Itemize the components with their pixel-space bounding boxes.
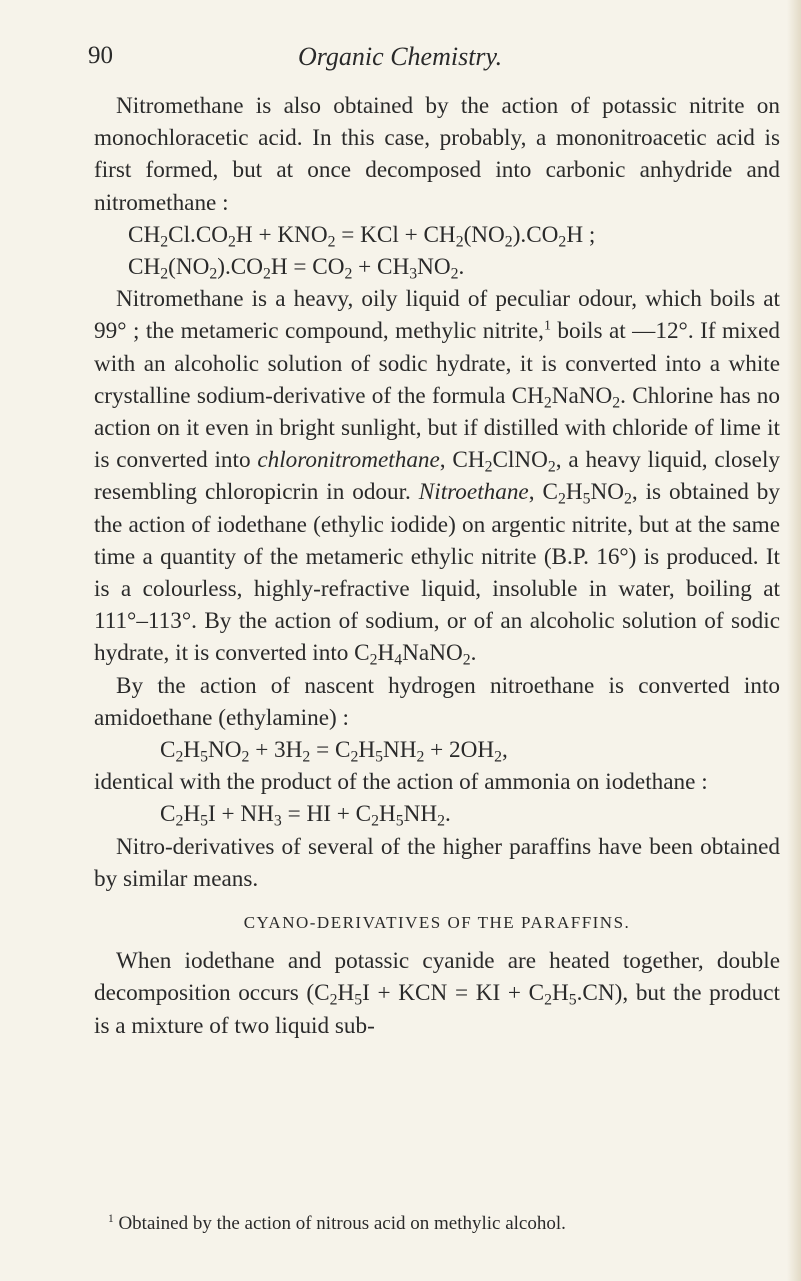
page-edge-shadow	[787, 0, 801, 1281]
paragraph-5: Nitro-derivatives of several of the higher paraffins have been obtained by similar means.	[94, 833, 780, 892]
footnote-text: Obtained by the action of nitrous acid on methylic alcohol.	[118, 1213, 566, 1234]
page-header	[88, 42, 741, 82]
footnote-marker: 1	[108, 1213, 114, 1226]
page-number: 90	[88, 42, 113, 69]
paragraph-3: By the action of nascent hydrogen nitroethane is converted into amidoethane (ethylamine) :	[94, 672, 780, 731]
body-text	[94, 90, 780, 1042]
footnote-ref: 1	[543, 319, 551, 335]
running-head: Organic Chemistry.	[298, 42, 503, 71]
italic-term-chloronitromethane: chloronitromethane	[257, 447, 440, 474]
paragraph-1: Nitromethane is also obtained by the action of potassic nitrite on monochloracetic acid. In this case, probably, a mononitroacetic acid is first formed, but at once decomposed into carbonic anhydride and nitromethane :	[94, 93, 780, 216]
paragraph-6: When iodethane and potassic cyanide are heated together, double decomposition occurs ($C_2H_5I$ + KCN = KI + $C_2H_5.CN$), but the product is a mixture of two liquid sub-	[94, 948, 780, 1039]
equation-1: $CH_2Cl.CO_2H + KNO_2$ = KCl + $CH_2(NO_2).CO_2H$ ;	[128, 221, 596, 251]
paragraph-4: identical with the product of the action of ammonia on iodethane :	[94, 769, 708, 796]
footnote	[108, 1212, 768, 1236]
equation-3: $C_2H_5NO_2 + 3H_2 = C_2H_5NH_2 + 2OH_2$,	[160, 737, 508, 766]
paragraph-2: Nitromethane is a heavy, oily liquid of peculiar odour, which boils at 99° ; the metameric compound, methylic nitrite,$^1$ boils at —12°. If mixed with an alcoholic solution of sodic hydrate, it is converted into a white crystalline sodium-derivative of the formula $CH_2NaNO_2$. Chlorine has no action on it even in bright sunlight, but if distilled with chloride of lime it is converted into chloronitromethane, $CH_2ClNO_2$, a heavy liquid, closely resembling chloropicrin in odour. Nitroethane, $C_2H_5NO_2$, is obtained by the action of iodethane (ethylic iodide) on argentic nitrite, but at the same time a quantity of the metameric ethylic nitrite (B.P. 16°) is produced. It is a colourless, highly-refractive liquid, insoluble in water, boiling at 111°–113°. By the action of sodium, or of an alcoholic solution of sodic hydrate, it is converted into $C_2H_4NaNO_2$.	[94, 286, 780, 669]
section-heading: CYANO-DERIVATIVES OF THE PARAFFINS.	[243, 913, 631, 933]
equation-4: $C_2H_5I + NH_3$ = HI + $C_2H_5NH_2$.	[160, 801, 451, 830]
italic-term-nitroethane: Nitroethane	[418, 479, 529, 506]
equation-2: $CH_2(NO_2).CO_2H = CO_2 + CH_3NO_2$.	[128, 254, 465, 283]
